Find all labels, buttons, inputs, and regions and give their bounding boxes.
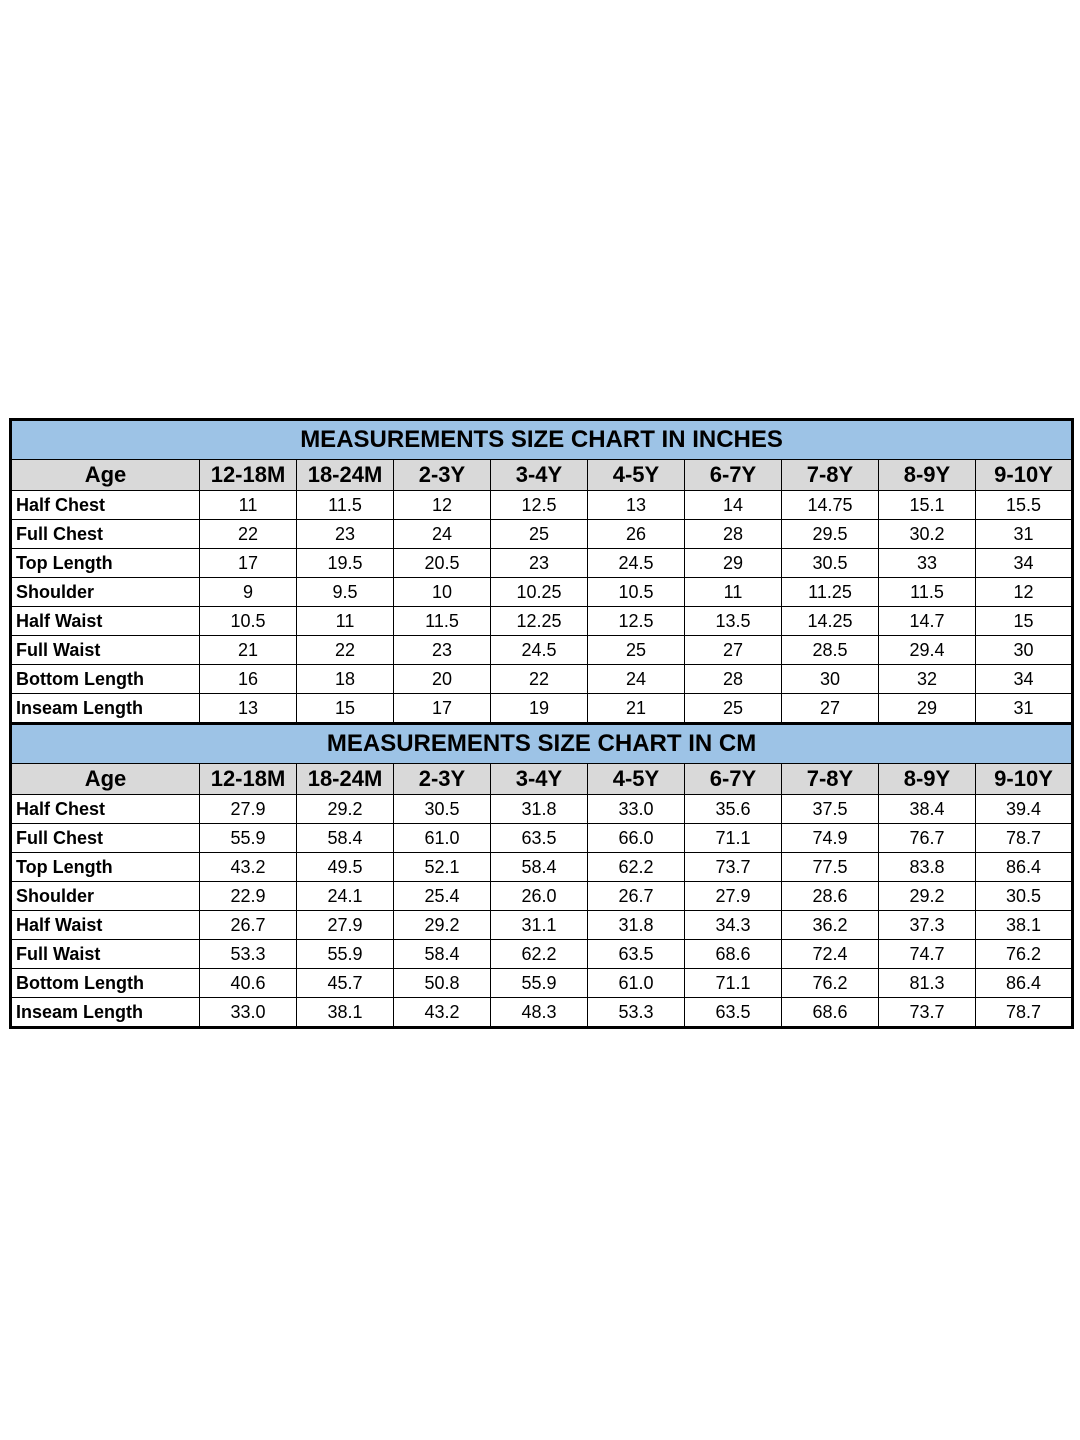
table-row	[11, 998, 1073, 1028]
measurement-label: Full Chest	[11, 824, 200, 853]
measurement-value: 76.2	[782, 969, 879, 998]
measurement-label: Full Chest	[11, 520, 200, 549]
measurement-value: 13.5	[685, 607, 782, 636]
measurement-value: 30.2	[879, 520, 976, 549]
size-header: 6-7Y	[685, 460, 782, 491]
measurement-value: 27.9	[685, 882, 782, 911]
measurement-value: 10.5	[200, 607, 297, 636]
measurement-value: 15.5	[976, 491, 1073, 520]
measurement-value: 58.4	[491, 853, 588, 882]
measurement-value: 43.2	[394, 998, 491, 1028]
chart-title-inches: MEASUREMENTS SIZE CHART IN INCHES	[11, 420, 1073, 460]
size-header: 12-18M	[200, 764, 297, 795]
measurement-value: 48.3	[491, 998, 588, 1028]
measurement-label: Top Length	[11, 549, 200, 578]
measurement-value: 12.5	[588, 607, 685, 636]
measurement-value: 15	[297, 694, 394, 724]
measurement-value: 68.6	[782, 998, 879, 1028]
measurement-value: 16	[200, 665, 297, 694]
measurement-value: 62.2	[588, 853, 685, 882]
measurement-value: 81.3	[879, 969, 976, 998]
measurement-value: 76.2	[976, 940, 1073, 969]
measurement-value: 34.3	[685, 911, 782, 940]
measurement-value: 86.4	[976, 853, 1073, 882]
size-header: 8-9Y	[879, 764, 976, 795]
measurement-value: 30.5	[394, 795, 491, 824]
measurement-value: 18	[297, 665, 394, 694]
chart-title-cm: MEASUREMENTS SIZE CHART IN CM	[11, 724, 1073, 764]
measurement-value: 38.1	[297, 998, 394, 1028]
measurement-label: Half Waist	[11, 607, 200, 636]
table-row	[11, 694, 1073, 724]
measurement-value: 14.25	[782, 607, 879, 636]
measurement-value: 26.0	[491, 882, 588, 911]
measurement-value: 73.7	[879, 998, 976, 1028]
header-row-cm	[11, 764, 1073, 795]
measurement-value: 43.2	[200, 853, 297, 882]
measurement-value: 11.25	[782, 578, 879, 607]
measurement-value: 36.2	[782, 911, 879, 940]
measurement-value: 72.4	[782, 940, 879, 969]
measurement-value: 61.0	[394, 824, 491, 853]
table-row	[11, 853, 1073, 882]
measurement-value: 55.9	[297, 940, 394, 969]
measurement-value: 39.4	[976, 795, 1073, 824]
measurement-value: 27	[685, 636, 782, 665]
measurement-value: 9.5	[297, 578, 394, 607]
measurement-value: 23	[394, 636, 491, 665]
table-row	[11, 636, 1073, 665]
table-row	[11, 911, 1073, 940]
measurement-value: 15.1	[879, 491, 976, 520]
measurement-value: 52.1	[394, 853, 491, 882]
measurement-value: 28.6	[782, 882, 879, 911]
measurement-value: 22	[297, 636, 394, 665]
measurement-value: 29	[685, 549, 782, 578]
measurement-value: 61.0	[588, 969, 685, 998]
measurement-value: 50.8	[394, 969, 491, 998]
size-header: 7-8Y	[782, 764, 879, 795]
measurement-value: 14.75	[782, 491, 879, 520]
measurement-label: Half Chest	[11, 795, 200, 824]
measurement-value: 30.5	[782, 549, 879, 578]
measurement-label: Bottom Length	[11, 665, 200, 694]
measurement-value: 19	[491, 694, 588, 724]
measurement-value: 25	[491, 520, 588, 549]
measurement-value: 22	[491, 665, 588, 694]
table-row	[11, 607, 1073, 636]
size-header: 18-24M	[297, 460, 394, 491]
measurement-value: 23	[491, 549, 588, 578]
measurement-value: 24.5	[491, 636, 588, 665]
measurement-value: 13	[588, 491, 685, 520]
measurement-value: 58.4	[297, 824, 394, 853]
measurement-value: 32	[879, 665, 976, 694]
measurement-label: Half Waist	[11, 911, 200, 940]
measurement-value: 27	[782, 694, 879, 724]
measurement-value: 45.7	[297, 969, 394, 998]
header-row-inches	[11, 460, 1073, 491]
measurement-value: 78.7	[976, 998, 1073, 1028]
measurement-value: 27.9	[297, 911, 394, 940]
measurement-value: 74.7	[879, 940, 976, 969]
measurement-label: Bottom Length	[11, 969, 200, 998]
measurement-value: 29.5	[782, 520, 879, 549]
table-row	[11, 520, 1073, 549]
measurement-value: 30.5	[976, 882, 1073, 911]
measurement-value: 24	[588, 665, 685, 694]
measurement-value: 11	[297, 607, 394, 636]
measurement-value: 19.5	[297, 549, 394, 578]
measurement-value: 22	[200, 520, 297, 549]
measurement-value: 55.9	[200, 824, 297, 853]
measurement-value: 17	[394, 694, 491, 724]
measurement-value: 34	[976, 665, 1073, 694]
measurement-value: 10.5	[588, 578, 685, 607]
measurement-value: 31.1	[491, 911, 588, 940]
measurement-value: 33.0	[200, 998, 297, 1028]
table-row	[11, 549, 1073, 578]
measurement-value: 63.5	[685, 998, 782, 1028]
measurement-value: 86.4	[976, 969, 1073, 998]
measurement-value: 20	[394, 665, 491, 694]
size-header: 3-4Y	[491, 764, 588, 795]
measurement-value: 73.7	[685, 853, 782, 882]
measurement-value: 12	[394, 491, 491, 520]
measurement-value: 10.25	[491, 578, 588, 607]
measurement-value: 28	[685, 520, 782, 549]
measurement-value: 37.3	[879, 911, 976, 940]
measurement-value: 26	[588, 520, 685, 549]
size-header: 9-10Y	[976, 764, 1073, 795]
measurement-value: 34	[976, 549, 1073, 578]
table-row	[11, 969, 1073, 998]
measurement-value: 28	[685, 665, 782, 694]
measurement-value: 23	[297, 520, 394, 549]
table-row	[11, 882, 1073, 911]
table-row	[11, 665, 1073, 694]
measurement-value: 11.5	[879, 578, 976, 607]
measurement-value: 29.2	[297, 795, 394, 824]
measurement-value: 71.1	[685, 824, 782, 853]
measurement-value: 35.6	[685, 795, 782, 824]
measurement-value: 26.7	[588, 882, 685, 911]
measurement-value: 31	[976, 520, 1073, 549]
measurement-value: 49.5	[297, 853, 394, 882]
chart-title-row-cm	[11, 724, 1073, 764]
measurement-value: 83.8	[879, 853, 976, 882]
measurement-value: 12	[976, 578, 1073, 607]
measurement-value: 25	[588, 636, 685, 665]
size-header: 18-24M	[297, 764, 394, 795]
measurement-value: 63.5	[588, 940, 685, 969]
measurement-value: 21	[588, 694, 685, 724]
measurement-value: 11.5	[394, 607, 491, 636]
measurement-value: 22.9	[200, 882, 297, 911]
size-chart	[9, 418, 1074, 1029]
size-header: 6-7Y	[685, 764, 782, 795]
measurement-value: 11	[200, 491, 297, 520]
measurement-value: 33.0	[588, 795, 685, 824]
measurement-value: 25	[685, 694, 782, 724]
size-header: 9-10Y	[976, 460, 1073, 491]
table-row	[11, 578, 1073, 607]
size-header: 12-18M	[200, 460, 297, 491]
measurement-value: 24.1	[297, 882, 394, 911]
measurement-value: 77.5	[782, 853, 879, 882]
measurement-value: 28.5	[782, 636, 879, 665]
measurement-value: 63.5	[491, 824, 588, 853]
measurement-value: 68.6	[685, 940, 782, 969]
size-header: 2-3Y	[394, 764, 491, 795]
measurement-label: Full Waist	[11, 940, 200, 969]
measurement-value: 24	[394, 520, 491, 549]
table-row	[11, 795, 1073, 824]
size-chart-table	[9, 418, 1074, 1029]
size-header: 3-4Y	[491, 460, 588, 491]
measurement-value: 11	[685, 578, 782, 607]
measurement-value: 17	[200, 549, 297, 578]
size-header: 4-5Y	[588, 764, 685, 795]
measurement-label: Full Waist	[11, 636, 200, 665]
measurement-value: 38.1	[976, 911, 1073, 940]
measurement-value: 24.5	[588, 549, 685, 578]
measurement-value: 74.9	[782, 824, 879, 853]
measurement-value: 30	[976, 636, 1073, 665]
measurement-value: 11.5	[297, 491, 394, 520]
measurement-value: 40.6	[200, 969, 297, 998]
table-row	[11, 491, 1073, 520]
measurement-value: 29.4	[879, 636, 976, 665]
measurement-value: 33	[879, 549, 976, 578]
measurement-label: Half Chest	[11, 491, 200, 520]
size-header: 4-5Y	[588, 460, 685, 491]
measurement-value: 12.5	[491, 491, 588, 520]
measurement-value: 21	[200, 636, 297, 665]
table-row	[11, 940, 1073, 969]
measurement-value: 14	[685, 491, 782, 520]
measurement-value: 25.4	[394, 882, 491, 911]
measurement-value: 78.7	[976, 824, 1073, 853]
measurement-value: 71.1	[685, 969, 782, 998]
measurement-value: 26.7	[200, 911, 297, 940]
measurement-value: 37.5	[782, 795, 879, 824]
measurement-label: Top Length	[11, 853, 200, 882]
measurement-value: 29.2	[394, 911, 491, 940]
measurement-value: 9	[200, 578, 297, 607]
size-header: 8-9Y	[879, 460, 976, 491]
measurement-value: 20.5	[394, 549, 491, 578]
measurement-value: 10	[394, 578, 491, 607]
measurement-value: 29.2	[879, 882, 976, 911]
age-header: Age	[11, 764, 200, 795]
measurement-value: 76.7	[879, 824, 976, 853]
measurement-value: 29	[879, 694, 976, 724]
table-row	[11, 824, 1073, 853]
measurement-value: 13	[200, 694, 297, 724]
measurement-value: 12.25	[491, 607, 588, 636]
age-header: Age	[11, 460, 200, 491]
measurement-value: 58.4	[394, 940, 491, 969]
measurement-label: Inseam Length	[11, 694, 200, 724]
measurement-label: Shoulder	[11, 882, 200, 911]
measurement-value: 66.0	[588, 824, 685, 853]
measurement-value: 30	[782, 665, 879, 694]
measurement-value: 14.7	[879, 607, 976, 636]
measurement-value: 31	[976, 694, 1073, 724]
measurement-value: 31.8	[588, 911, 685, 940]
measurement-value: 31.8	[491, 795, 588, 824]
chart-title-row-inches	[11, 420, 1073, 460]
measurement-label: Inseam Length	[11, 998, 200, 1028]
measurement-value: 53.3	[588, 998, 685, 1028]
measurement-value: 38.4	[879, 795, 976, 824]
measurement-value: 27.9	[200, 795, 297, 824]
measurement-label: Shoulder	[11, 578, 200, 607]
size-header: 7-8Y	[782, 460, 879, 491]
measurement-value: 62.2	[491, 940, 588, 969]
size-header: 2-3Y	[394, 460, 491, 491]
measurement-value: 55.9	[491, 969, 588, 998]
measurement-value: 53.3	[200, 940, 297, 969]
measurement-value: 15	[976, 607, 1073, 636]
